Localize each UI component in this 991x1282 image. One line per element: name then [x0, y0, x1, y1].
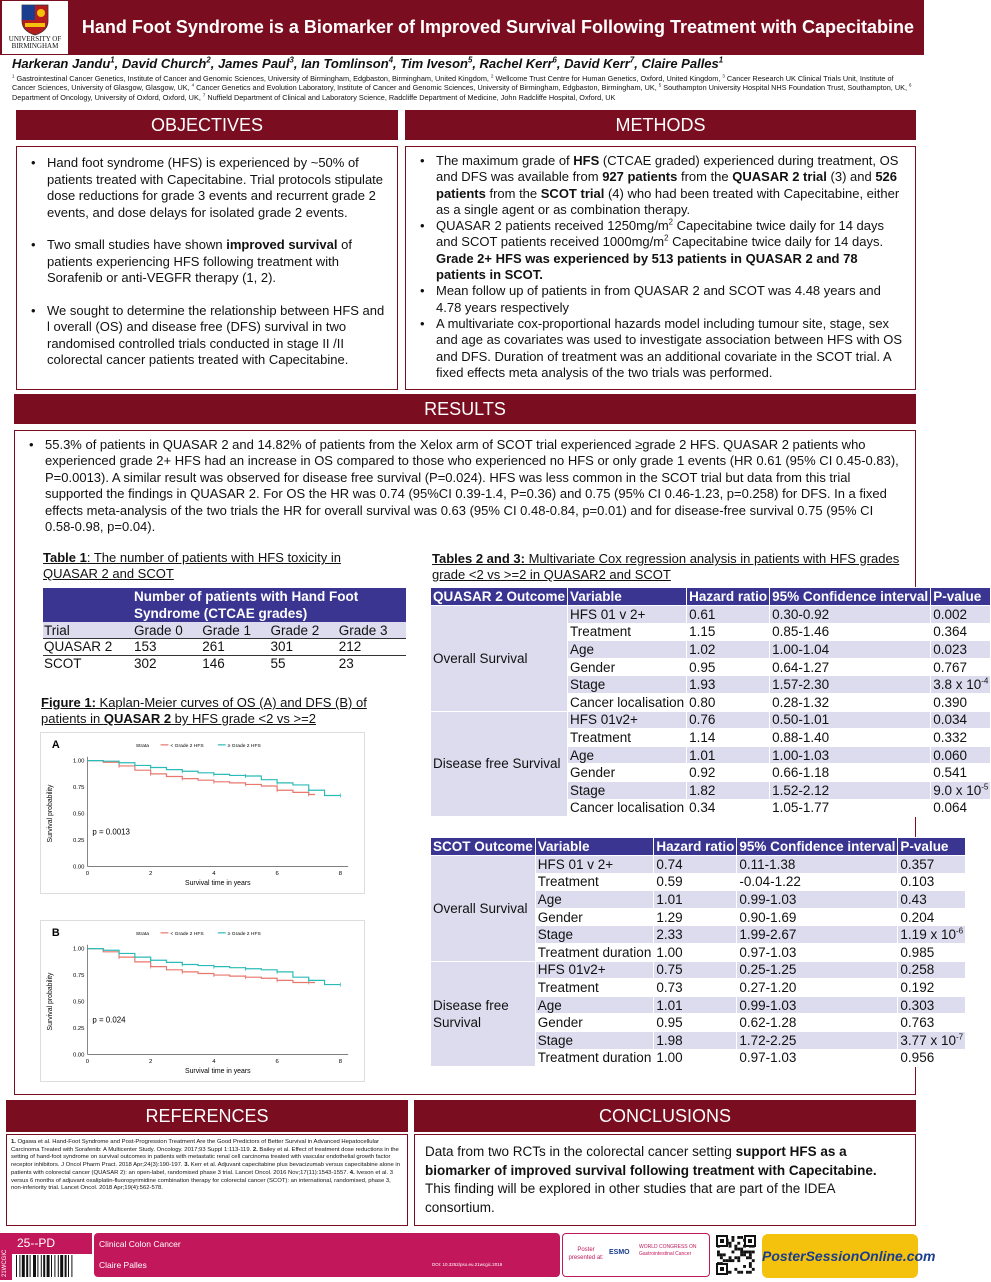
x-tick-label: 4 [212, 871, 216, 878]
objectives-list [17, 147, 397, 369]
table-cell: Treatment [568, 623, 687, 641]
methods-list [406, 147, 915, 381]
text-run: (3) and [826, 169, 876, 185]
objective-item [17, 303, 387, 369]
pvalue-base: 3.8 x 10 [933, 677, 982, 693]
table-cell: Gender [568, 658, 687, 676]
table-cell: 0.74 [654, 856, 737, 874]
table-cell: 1.29 [654, 908, 737, 926]
table3 [430, 837, 966, 1067]
table-column-header: SCOT Outcome [431, 838, 536, 856]
affiliations [12, 74, 918, 102]
outcome-cell: Overall Survival [431, 856, 536, 962]
pvalue-exp: -7 [955, 1032, 964, 1042]
affiliation-sup: 2 [490, 73, 494, 79]
y-tick-label: 0.75 [72, 973, 85, 980]
table-cell: Treatment duration [535, 943, 654, 961]
conclusions-header: CONCLUSIONS [414, 1100, 916, 1132]
reference-number: 3. [184, 1162, 190, 1169]
table-cell: 0.332 [931, 729, 991, 747]
text-run: Capecitabine twice daily for 14 days and SCOT patients received 1000mg/m [436, 218, 885, 250]
university-logo [2, 1, 68, 54]
table-cell: 0.62-1.28 [737, 1014, 898, 1032]
table-cell: 0.258 [898, 961, 966, 979]
figure1-caption: Figure 1: Kaplan-Meier curves of OS (A) and DFS (B) of patients in QUASAR 2 by HFS grade <2 vs >=2 [41, 695, 367, 726]
author-sup: 7 [629, 55, 635, 65]
y-axis-label: Survival probability [46, 784, 54, 843]
author-name: David Church [121, 56, 207, 71]
author-sup: 2 [206, 55, 211, 65]
x-tick-label: 4 [212, 1059, 216, 1066]
table-cell: 0.92 [687, 764, 770, 782]
table-cell: SCOT [44, 656, 82, 671]
table-cell: 0.97-1.03 [737, 1049, 898, 1067]
footer-side-tag-bar [0, 1233, 12, 1280]
table-cell: 0.50-1.01 [770, 711, 931, 729]
table-cell: 0.357 [898, 856, 966, 874]
results-list [15, 431, 915, 535]
conclusions-text [415, 1135, 915, 1225]
author-name: Harkeran Jandu [12, 56, 111, 71]
y-tick-label: 0.00 [72, 864, 85, 871]
footer-side-tag: 21WCGIC [2, 1249, 8, 1277]
congress-logo: WORLD CONGRESS ON Gastrointestinal Cancer [639, 1244, 697, 1257]
table-cell: 212 [338, 639, 362, 655]
presented-at-box [562, 1233, 710, 1277]
table-cell: HFS 01v2+ [568, 711, 687, 729]
table-cell: 0.390 [931, 693, 991, 711]
text-run: (CTCAE graded) experienced during treatment, OS and DFS was available from [436, 153, 899, 185]
affiliation-sup: 3 [722, 73, 725, 79]
methods-header: METHODS [405, 110, 916, 140]
table1-column-header: Grade 3 [338, 622, 388, 638]
table-cell: 302 [134, 656, 157, 671]
objective-item [17, 155, 387, 221]
table-cell: 0.99-1.03 [737, 891, 898, 909]
x-tick-label: 0 [85, 1059, 90, 1066]
table-cell: 1.72-2.25 [737, 1031, 898, 1049]
crest-icon [20, 3, 50, 36]
x-tick-label: 2 [149, 871, 153, 878]
table2 [430, 587, 991, 817]
table-cell: Gender [568, 764, 687, 782]
table-cell: 0.103 [898, 873, 966, 891]
table-cell: 0.25-1.25 [737, 961, 898, 979]
table-cell: Gender [535, 1014, 654, 1032]
table-cell: 0.73 [654, 979, 737, 997]
table-cell: 0.541 [931, 764, 991, 782]
y-tick-label: 0.50 [72, 811, 85, 818]
text-run: Mean follow up of patients in from QUASAR 2 and SCOT was 4.48 years and 4.78 years respectively [436, 283, 881, 315]
bold-text: HFS [573, 153, 600, 168]
table-cell: 0.75 [654, 961, 737, 979]
table-cell: 23 [338, 656, 354, 671]
x-tick-label: 8 [338, 871, 343, 878]
table-column-header: Variable [568, 588, 687, 606]
affiliation-sup: 1 [12, 73, 15, 79]
table1-column-header: Grade 1 [202, 622, 252, 638]
tables23-caption: Tables 2 and 3: Multivariate Cox regression analysis in patients with HFS grades grade <2 vs >=2 in QUASAR2 and SCOT [432, 551, 900, 582]
table-cell [931, 781, 991, 799]
table-row [431, 856, 966, 874]
author-sup: 4 [388, 55, 394, 65]
affiliation-text: Cancer Research UK Clinical Trials Unit, Institute of Cancer Sciences, University of Glasgow, Glasgow, UK, [12, 74, 894, 93]
reference-number: 2. [252, 1146, 258, 1153]
outcome-cell: Disease free Survival [431, 711, 568, 817]
method-item [406, 153, 907, 218]
conclusions-box [414, 1134, 916, 1226]
table-cell: 0.66-1.18 [770, 764, 931, 782]
table-cell: 0.64-1.27 [770, 658, 931, 676]
table-cell: 1.14 [687, 729, 770, 747]
pvalue-exp: -6 [955, 926, 964, 936]
table-cell: 1.01 [654, 996, 737, 1014]
bold-text: Grade 2+ HFS was experienced by 513 patients in QUASAR 2 and 78 patients in SCOT. [436, 250, 858, 283]
bold-text: 927 patients [602, 169, 678, 185]
y-tick-label: 0.25 [72, 1025, 85, 1032]
superscript: 2 [664, 234, 669, 244]
footer-category: Clinical Colon Cancer [99, 1239, 181, 1249]
objectives-box [16, 146, 398, 390]
pvalue-exp: -5 [981, 782, 989, 792]
method-item [406, 218, 907, 283]
table-cell: Treatment [535, 873, 654, 891]
table-cell: 0.43 [898, 891, 966, 909]
references-list [7, 1135, 407, 1197]
table-cell: 2.33 [654, 926, 737, 944]
table-cell: 0.064 [931, 799, 991, 817]
affiliation-sup: 4 [191, 82, 195, 88]
table-cell: Age [568, 746, 687, 764]
pvalue-base: 1.19 x 10 [900, 927, 956, 943]
author-sup: 3 [289, 55, 294, 65]
bold-text: support HFS as a biomarker of improved survival following treatment with Capecitabine. [425, 1144, 877, 1178]
table-cell: 0.28-1.32 [770, 693, 931, 711]
y-tick-label: 0.25 [72, 837, 85, 844]
superscript: 2 [668, 217, 674, 227]
legend-label: < Grade 2 HFS [170, 931, 204, 937]
table-cell: 0.204 [898, 908, 966, 926]
table-cell: 0.95 [654, 1014, 737, 1032]
table1-column-header: Grade 2 [270, 622, 320, 638]
esmo-logo: ESMO [609, 1249, 630, 1256]
x-axis-label: Survival time in years [184, 880, 251, 888]
author-name: Tim Iveson [400, 56, 468, 71]
table-cell: 1.93 [687, 676, 770, 694]
table1-header: Number of patients with Hand Foot Syndrome (CTCAE grades) [134, 589, 359, 621]
legend-title: Strata [135, 743, 149, 749]
y-tick-label: 0.50 [72, 999, 85, 1006]
results-item: • 55.3% of patients in QUASAR 2 and 14.82% of patients from the Xelox arm of SCOT trial experienced ≥grade 2 HFS. QUASAR 2 patients who experienced grade 2+ HFS had an increase in OS compared to those who experienced no HFS or only grade 1 events (HR 0.61 (95% CI 0.45-0.83), P=0.0013). A similar result was observed for disease free survival (P=0.024). HFS was less common in the SCOT trial but data from this trial supported the findings in QUASAR 2. For OS the HR was 0.74 (95%CI 0.39-1.4, P=0.36) and 0.75 (95% CI 0.46-1.23, p=0.258) for DFS. In a fixed effects meta-analysis of the two trials the HR for overall survival was 0.63 (95% CI 0.48-0.84, p=0.01) and for disease-free survival 0.75 (95% CI 0.58-0.98, p=0.04). [15, 437, 903, 535]
references-header: REFERENCES [6, 1100, 408, 1132]
footer-doi: DOI: 10.3252/pso.eu.21wcgic.2019 [432, 1262, 503, 1267]
panel-label: A [51, 738, 60, 751]
km-plot-os [40, 732, 365, 894]
text-run: Capecitabine twice daily for 14 days. [668, 234, 884, 250]
p-value-label: p = 0.0013 [92, 827, 130, 837]
table-row [43, 639, 406, 656]
table-cell: 1.01 [687, 746, 770, 764]
table-column-header: 95% Confidence interval [737, 838, 898, 856]
table-cell: Age [568, 641, 687, 659]
table-cell: HFS 01 v 2+ [568, 606, 687, 624]
author-name: David Kerr [564, 56, 630, 71]
y-tick-label: 0.75 [72, 785, 85, 792]
table-cell: QUASAR 2 [44, 639, 113, 655]
author-name: Claire Palles [641, 56, 719, 71]
table-cell: Stage [568, 781, 687, 799]
pvalue-base: 3.77 x 10 [900, 1032, 956, 1048]
text-run: of patients experiencing HFS following treatment with Sorafenib or anti-VEGFR therapy (1, 2). [47, 237, 352, 285]
table-cell: 1.00 [654, 1049, 737, 1067]
y-tick-label: 1.00 [72, 758, 85, 765]
results-header: RESULTS [14, 394, 916, 424]
logo-text: UNIVERSITY OF BIRMINGHAM [8, 35, 62, 50]
table-column-header: QUASAR 2 Outcome [431, 588, 568, 606]
barcode-icon [16, 1255, 90, 1277]
x-tick-label: 8 [338, 1059, 343, 1066]
reference-text: Iveson et al. 3 versus 6 months of adjuvant oxaliplatin-fluoropyrimidine combination therapy for colorectal cancer (SCOT): an international, randomised, phase 3, non-inferiority trial. Lancet Oncol. 2018 Apr;19(4):562-578. [11, 1169, 394, 1192]
postersessiononline-logo: PosterSessionOnline.com [762, 1234, 918, 1278]
pvalue-base: 9.0 x 10 [933, 782, 982, 798]
x-tick-label: 2 [149, 1059, 153, 1066]
table1 [43, 588, 406, 672]
table-cell: Gender [535, 908, 654, 926]
method-item [406, 316, 907, 381]
qr-code-icon [717, 1236, 755, 1274]
author-name: Rachel Kerr [479, 56, 553, 71]
author-sup: 1 [110, 55, 115, 65]
text-run: Hand foot syndrome (HFS) is experienced by ~50% of patients treated with Capecitabine. Trial protocols stipulate dose reductions for grade 3 events and recurrent grade 2 events, and dose delays for isolated grade 2 events. [47, 155, 384, 220]
author-sup: 1 [718, 55, 724, 65]
table-cell: 0.97-1.03 [737, 943, 898, 961]
y-tick-label: 1.00 [72, 946, 85, 953]
table-row [43, 655, 406, 672]
footer-author: Claire Palles [99, 1260, 147, 1270]
objectives-header: OBJECTIVES [16, 110, 398, 140]
text-run: This finding will be explored in other studies that are part of the IDEA consortium. [425, 1181, 835, 1215]
table-cell: 0.364 [931, 623, 991, 641]
bold-text: improved survival [226, 237, 338, 252]
table-cell: 0.76 [687, 711, 770, 729]
affiliation-text: Cancer Genetics and Evolution Laboratory, Institute of Cancer and Genomic Sciences, University of Birmingham, Edgbaston, Birmingham, UK, [194, 83, 659, 93]
table-cell: HFS 01 v 2+ [535, 856, 654, 874]
table-cell: 55 [270, 656, 286, 671]
table-cell: 0.023 [931, 641, 991, 659]
text-run: The maximum grade of [436, 153, 574, 168]
table-cell: 1.00-1.04 [770, 641, 931, 659]
table-cell: -0.04-1.22 [737, 873, 898, 891]
affiliation-sup: 6 [909, 82, 912, 88]
table-cell: 0.303 [898, 996, 966, 1014]
x-tick-label: 6 [275, 1059, 279, 1066]
table-cell: 0.956 [898, 1049, 966, 1067]
text-run: Data from two RCTs in the colorectal cancer setting [425, 1144, 736, 1159]
table-cell: 0.002 [931, 606, 991, 624]
table-cell: Cancer localisation [568, 799, 687, 817]
table-cell: 0.034 [931, 711, 991, 729]
table1-caption: Table 1: The number of patients with HFS toxicity in QUASAR 2 and SCOT [43, 550, 341, 581]
table-cell: Stage [535, 926, 654, 944]
table-cell: 0.88-1.40 [770, 729, 931, 747]
affiliation-sup: 7 [202, 92, 206, 98]
table-cell: 1.05-1.77 [770, 799, 931, 817]
p-value-label: p = 0.024 [92, 1015, 126, 1025]
table-cell: Stage [535, 1031, 654, 1049]
table-column-header: Variable [535, 838, 654, 856]
table-cell: Stage [568, 676, 687, 694]
bold-text: QUASAR 2 trial [732, 169, 827, 185]
table-cell: 1.00 [654, 943, 737, 961]
text-run: Two small studies have shown [47, 237, 227, 252]
legend-label: ≥ Grade 2 HFS [227, 931, 261, 937]
table-header-row [431, 838, 966, 856]
table-cell: 0.985 [898, 943, 966, 961]
table-column-header: P-value [931, 588, 991, 606]
table-cell: 1.98 [654, 1031, 737, 1049]
table-cell: 153 [134, 639, 157, 655]
table-cell: 0.90-1.69 [737, 908, 898, 926]
reference-text: Bailey et al. Effect of treatment dose reductions in the setting of hand-foot syndrome on survival outcomes in patients with metastatic renal cell carcinoma treated with vascular endothelial growth factor receptor inhibitors. J Oncol Pharm Pract. 2018 Apr;24(3):190-197. [11, 1146, 399, 1169]
bold-text: SCOT trial [540, 185, 605, 201]
references-box [6, 1134, 408, 1226]
table-cell: 1.57-2.30 [770, 676, 931, 694]
text-run: QUASAR 2 patients received 1250mg/m [436, 218, 669, 234]
x-tick-label: 6 [275, 871, 279, 878]
outcome-cell: Overall Survival [431, 606, 568, 712]
km-plot-dfs [40, 920, 365, 1082]
table-cell: 1.00-1.03 [770, 746, 931, 764]
reference-text: Kerr et al. Adjuvant capecitabine plus bevacizumab versus capecitabine alone in patients with colorectal cancer (QUASAR 2): an open-label, randomised phase 3 trial. Lancet Oncol. 2016 Nov;17(11):1543-1557. [11, 1162, 401, 1176]
author-sup: 5 [467, 55, 473, 65]
table-cell [898, 926, 966, 944]
table-cell: 1.52-2.12 [770, 781, 931, 799]
table-column-header: Hazard ratio [687, 588, 770, 606]
author-sup: 6 [552, 55, 557, 65]
table-header-row [431, 588, 991, 606]
author-name: James Paul [217, 56, 290, 71]
table-cell: 0.61 [687, 606, 770, 624]
poster-id: 25--PD [12, 1233, 92, 1254]
table-cell: 1.82 [687, 781, 770, 799]
x-tick-label: 0 [85, 871, 90, 878]
table-cell: 0.767 [931, 658, 991, 676]
table-cell: 0.34 [687, 799, 770, 817]
table-cell: Age [535, 891, 654, 909]
table-column-header: P-value [898, 838, 966, 856]
table-column-header: Hazard ratio [654, 838, 737, 856]
presented-at-label: Poster presented at: [568, 1247, 604, 1261]
methods-box [405, 146, 916, 390]
method-item [406, 283, 907, 316]
table-cell: 0.060 [931, 746, 991, 764]
pvalue-exp: -4 [981, 676, 989, 686]
objective-item [17, 237, 387, 287]
footer-info-bar [94, 1233, 560, 1277]
table-cell: 301 [270, 639, 293, 655]
table-cell: Treatment duration [535, 1049, 654, 1067]
table-cell: 1.15 [687, 623, 770, 641]
affiliation-sup: 5 [658, 82, 662, 88]
poster-title: Hand Foot Syndrome is a Biomarker of Improved Survival Following Treatment with Capecitabine [81, 17, 915, 37]
legend-label: ≥ Grade 2 HFS [227, 743, 261, 749]
affiliation-text: Nuffield Department of Clinical and Laboratory Science, Radcliffe Department of Medicine, John Radcliffe Hospital, Oxford, UK [205, 92, 616, 102]
table-cell: 0.59 [654, 873, 737, 891]
table-row [431, 711, 991, 729]
table-cell: 0.80 [687, 693, 770, 711]
table-cell [898, 1031, 966, 1049]
reference-number: 4. [349, 1169, 355, 1176]
affiliation-text: Department of Oncology, University of Oxford, Oxford, UK, [12, 92, 203, 102]
table-cell: 261 [202, 639, 225, 655]
panel-label: B [51, 926, 60, 939]
table-cell: 1.99-2.67 [737, 926, 898, 944]
text-run: from the [485, 185, 541, 201]
table-cell: 0.763 [898, 1014, 966, 1032]
legend-label: < Grade 2 HFS [170, 743, 204, 749]
table-cell: 146 [202, 656, 225, 671]
bold-text: 526 patients [436, 169, 898, 201]
table-cell: Cancer localisation [568, 693, 687, 711]
table-cell: 0.99-1.03 [737, 996, 898, 1014]
author-name: Ian Tomlinson [301, 56, 389, 71]
author-list: Harkeran Jandu$^1$, David Church$^2$, James Paul$^3$, Ian Tomlinson$^4$, Tim Iveson$^5$, Rachel Kerr$^6$, David Kerr$^7$, Claire Palles$^1$ [12, 55, 724, 71]
table-column-header: 95% Confidence interval [770, 588, 931, 606]
table-cell: Age [535, 996, 654, 1014]
y-axis-label: Survival probability [46, 972, 54, 1031]
affiliation-text: Southampton University Hospital NHS Foundation Trust, Southampton, UK, [661, 83, 910, 93]
table-cell: HFS 01v2+ [535, 961, 654, 979]
affiliation-text: Wellcome Trust Centre for Human Genetics, Oxford, United Kingdom, [493, 74, 723, 83]
table-row [431, 606, 991, 624]
table1-column-header: Grade 0 [134, 622, 183, 638]
text-run: A multivariate cox-proportional hazards model including tumour site, stage, sex and age as covariates was used to investigate association between HFS with OS and DFS. Duration of treatment was an additional covariate in the SCOT trial. A fixed effects meta analysis of the two trials was performed. [436, 315, 903, 380]
table1-column-header: Trial [44, 622, 70, 638]
table-cell: 1.01 [654, 891, 737, 909]
affiliation-text: Gastrointestinal Cancer Genetics, Institute of Cancer and Genomic Sciences, University of Birmingham, Edgbaston, Birmingham, United Kingdom, [14, 74, 491, 83]
text-run: (4) who had been treated with Capecitabine, either as a single agent or as combination therapy. [436, 185, 900, 217]
table-cell: 0.27-1.20 [737, 979, 898, 997]
table-cell: 0.192 [898, 979, 966, 997]
outcome-cell: Disease free Survival [431, 961, 536, 1067]
table-cell: Treatment [535, 979, 654, 997]
table-cell: 0.30-0.92 [770, 606, 931, 624]
table-cell: 0.11-1.38 [737, 856, 898, 874]
reference-text: Ogawa et al. Hand-Foot Syndrome and Post-Progression Treatment Are the Good Predictors of Better Survival in Advanced Hepatocellular Carcinoma Treated with Sorafenib: A Multicenter Study. Oncology. 2017;93 Suppl 1:113-119. [11, 1139, 380, 1153]
table-cell: Treatment [568, 729, 687, 747]
reference-number: 1. [11, 1139, 16, 1145]
table-cell [931, 676, 991, 694]
legend-title: Strata [135, 931, 149, 937]
text-run: We sought to determine the relationship between HFS and l overall (OS) and disease free (DFS) survival in two randomised controlled trials conducted in stage II /II colorectal cancer patients treated with Capecitabine. [47, 302, 385, 367]
table-cell: 0.85-1.46 [770, 623, 931, 641]
table-cell: 1.02 [687, 641, 770, 659]
table-cell: 0.95 [687, 658, 770, 676]
km-curve-low-grade [87, 761, 315, 795]
text-run: from the [677, 169, 733, 185]
y-tick-label: 0.00 [72, 1052, 85, 1059]
table-row [431, 961, 966, 979]
x-axis-label: Survival time in years [184, 1068, 251, 1076]
